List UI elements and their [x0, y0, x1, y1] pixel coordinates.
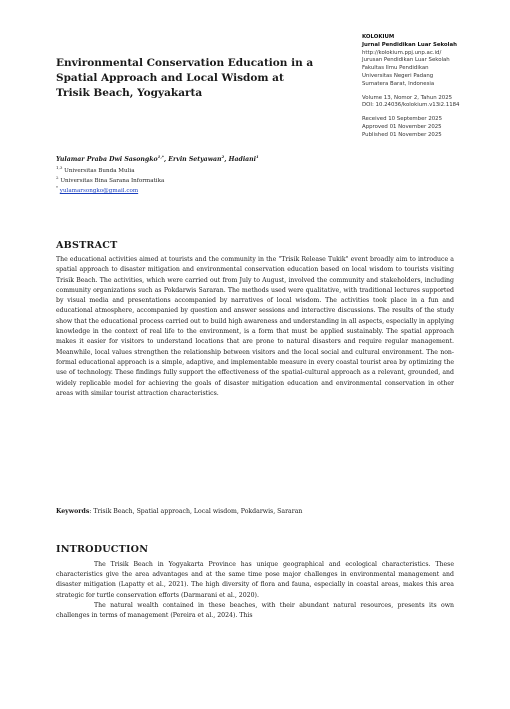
- journal-faculty: Fakultas Ilmu Pendidikan: [362, 65, 429, 72]
- abstract-text: The educational activities aimed at tourists and the community in the "Trisik Release Tukik" event broadly aim to introduce a spatial approach to disaster mitigation and environmental conservation education based on local wisdom to tourists visiting Trisik Beach. The activities, which were carried out from July to August, involved the community and stakeholders, including community organizations such as Pokdarwis Sararan. The methods used were qualitative, with traditional lectures supported by visual media and presentations accompanied by narratives of local wisdom. The activities took place in a fun and educational atmosphere, accompanied by question and answer sessions and interactive discussions. The results of the study show that the educational process carried out to build high awareness and understanding in all aspects, especially in applying knowledge in the context of real life to the environment, is a form that must be applied sustainably. The spatial approach makes it easier for visitors to understand locations that are prone to natural disasters and require regular management. Meanwhile, local values strengthen the relationship between visitors and the local social and cultural environment. The non-formal educational approach is a simple, adaptive, and implementable measure in every coastal tourist area by optimizing the use of technology. These findings fully support the effectiveness of the spatial-cultural approach as a relevant, grounded, and widely replicable model for achieving the goals of disaster mitigation education and environmental conservation in other areas with similar tourist attraction characteristics.: [56, 256, 454, 397]
- email-sup: *: [56, 185, 58, 190]
- journal-dept: Jurusan Pendidikan Luar Sekolah: [362, 57, 450, 64]
- article-title: [56, 56, 346, 101]
- affiliation-2-text: Universitas Bina Sarana Informatika: [60, 177, 165, 184]
- introduction-body: [56, 560, 454, 621]
- author-1-sup: 1,*: [157, 154, 164, 159]
- corresponding-email: [56, 183, 356, 196]
- author-3-sup: 1: [256, 154, 259, 159]
- intro-paragraph-1: The Trisik Beach in Yogyakarta Province has unique geographical and ecological characteristics. These characteristics give the area advantages and at the same time pose major challenges in environmental management and disaster mitigation (Lapatty et al., 2021). The high diversity of flora and fauna, especially in coastal areas, makes this area strategic for turtle conservation efforts (Darmarani et al., 2020).: [56, 561, 454, 599]
- email-link[interactable]: yulamarsongko@gmail.com: [59, 187, 139, 194]
- author-list: Yulamar Praba Dwi Sasongko$^{1,*}$, Ervin Setyawan$^2$, Hadiani$^1$: [56, 154, 259, 164]
- journal-university: Universitas Negeri Padang: [362, 72, 434, 79]
- journal-info-panel: [362, 34, 502, 140]
- author-1: Yulamar Praba Dwi Sasongko: [56, 156, 158, 164]
- author-2-sup: 2: [221, 154, 225, 159]
- title-line-2: Spatial Approach and Local Wisdom at: [56, 72, 284, 84]
- introduction-heading: INTRODUCTION: [56, 544, 149, 555]
- journal-short-name: KOLOKIUM: [362, 34, 395, 40]
- abstract-heading: ABSTRACT: [56, 240, 118, 251]
- affiliation-1-sup: 1,3: [56, 165, 63, 170]
- date-published: Published 01 November 2025: [362, 131, 442, 138]
- journal-doi[interactable]: DOI: 10.24036/kolokium.v13i2.1184: [362, 102, 460, 109]
- intro-paragraph-2: The natural wealth contained in these beaches, with their abundant natural resources, presents its own challenges in terms of management (Pereira et al., 2024). This: [56, 601, 454, 620]
- journal-volume: Volume 13, Nomor 2, Tahun 2025: [362, 94, 453, 101]
- author-3: Hadiani: [228, 156, 257, 164]
- title-line-3: Trisik Beach, Yogyakarta: [56, 87, 203, 99]
- journal-full-name: Jurnal Pendidikan Luar Sekolah: [362, 41, 457, 48]
- journal-url[interactable]: http://kolokium.ppj.unp.ac.id/: [362, 49, 442, 56]
- affiliation-2-sup: 2: [56, 175, 59, 180]
- journal-location: Sumatera Barat, Indonesia: [362, 80, 435, 87]
- title-line-1: Environmental Conservation Education in a: [56, 57, 314, 69]
- keywords: [56, 507, 454, 517]
- date-approved: Approved 01 November 2025: [362, 123, 442, 130]
- date-received: Received 10 September 2025: [362, 116, 443, 123]
- keywords-label: Keywords: [56, 508, 90, 515]
- author-2: Ervin Setyawan: [168, 156, 222, 164]
- keywords-text: : Trisik Beach, Spatial approach, Local wisdom, Pokdarwis, Sararan: [89, 508, 303, 515]
- affiliation-1-text: Universitas Bunda Mulia: [64, 167, 135, 174]
